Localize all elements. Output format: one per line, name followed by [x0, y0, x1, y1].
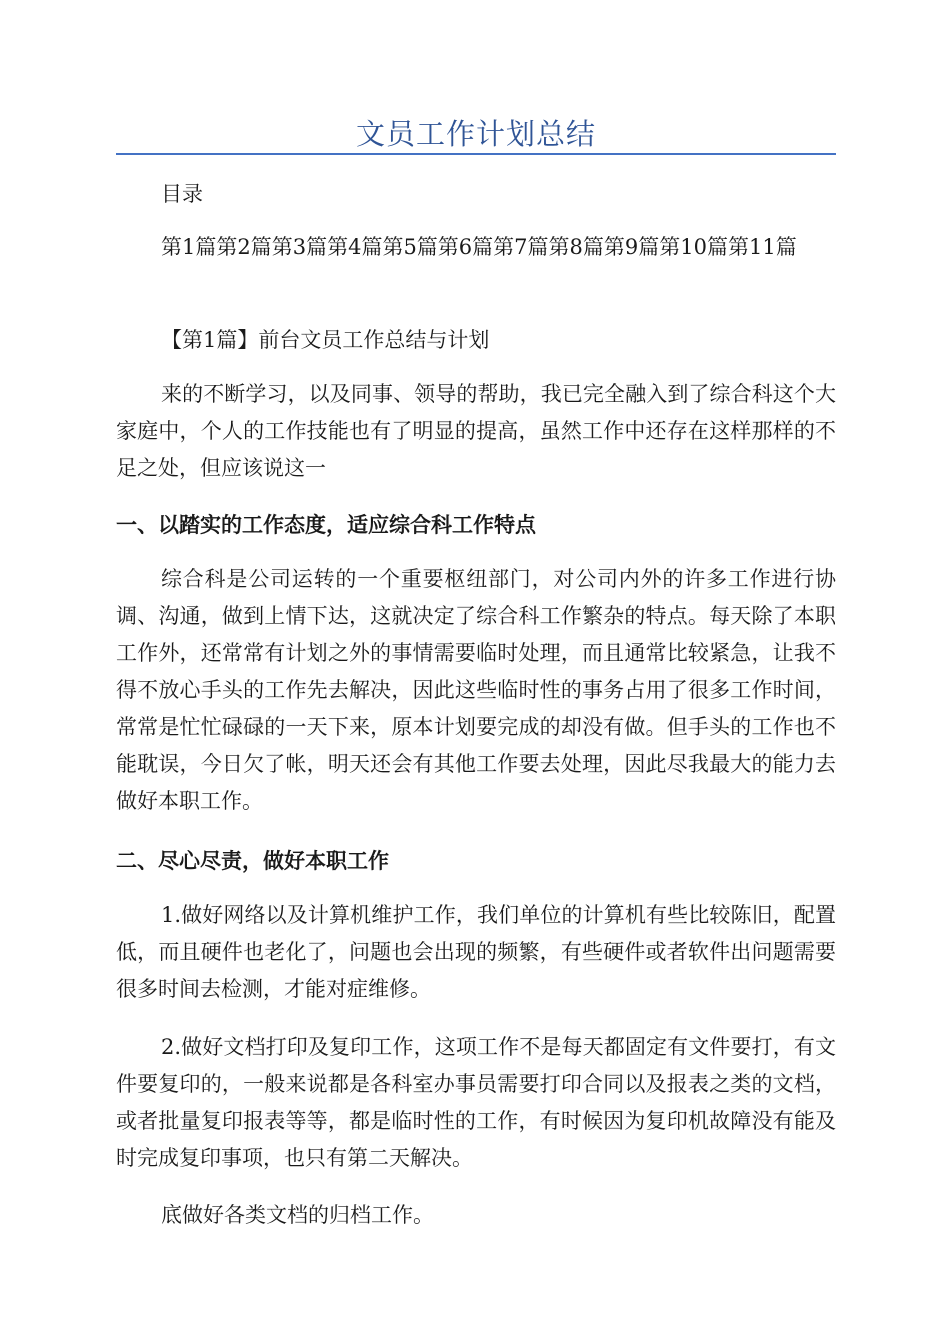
title-underline: [116, 153, 836, 155]
document-title: 文员工作计划总结: [355, 117, 596, 151]
intro-paragraph: 来的不断学习，以及同事、领导的帮助，我已完全融入到了综合科这个大家庭中，个人的工作技能也有了明显的提高，虽然工作中还存在这样那样的不足之处，但应该说这一: [116, 382, 836, 480]
list-item-2: 2.做好文档打印及复印工作，这项工作不是每天都固定有文件要打，有文件要复印的，一般来说都是各科室办事员需要打印合同以及报表之类的文档，或者批量复印报表等等，都是临时性的工作，有时候因为复印机故障没有能及时完成复印事项，也只有第二天解决。: [116, 1035, 836, 1170]
heading-2: 二、尽心尽责，做好本职工作: [116, 849, 389, 873]
list-item-3: 底做好各类文档的归档工作。: [161, 1203, 434, 1227]
toc-label: 目录: [161, 182, 203, 206]
toc-items: 第1篇第2篇第3篇第4篇第5篇第6篇第7篇第8篇第9篇第10篇第11篇: [161, 235, 797, 259]
heading-1: 一、以踏实的工作态度，适应综合科工作特点: [116, 513, 536, 537]
section-title: 【第1篇】前台文员工作总结与计划: [161, 328, 490, 352]
list-item-1: 1.做好网络以及计算机维护工作，我们单位的计算机有些比较陈旧，配置低，而且硬件也老化了，问题也会出现的频繁，有些硬件或者软件出问题需要很多时间去检测，才能对症维修。: [116, 903, 836, 1001]
paragraph-1: 综合科是公司运转的一个重要枢纽部门，对公司内外的许多工作进行协调、沟通，做到上情下达，这就决定了综合科工作繁杂的特点。每天除了本职工作外，还常常有计划之外的事情需要临时处理，而且通常比较紧急，让我不得不放心手头的工作先去解决，因此这些临时性的事务占用了很多工作时间，常常是忙忙碌碌的一天下来，原本计划要完成的却没有做。但手头的工作也不能耽误，今日欠了帐，明天还会有其他工作要去处理，因此尽我最大的能力去做好本职工作。: [116, 567, 836, 813]
